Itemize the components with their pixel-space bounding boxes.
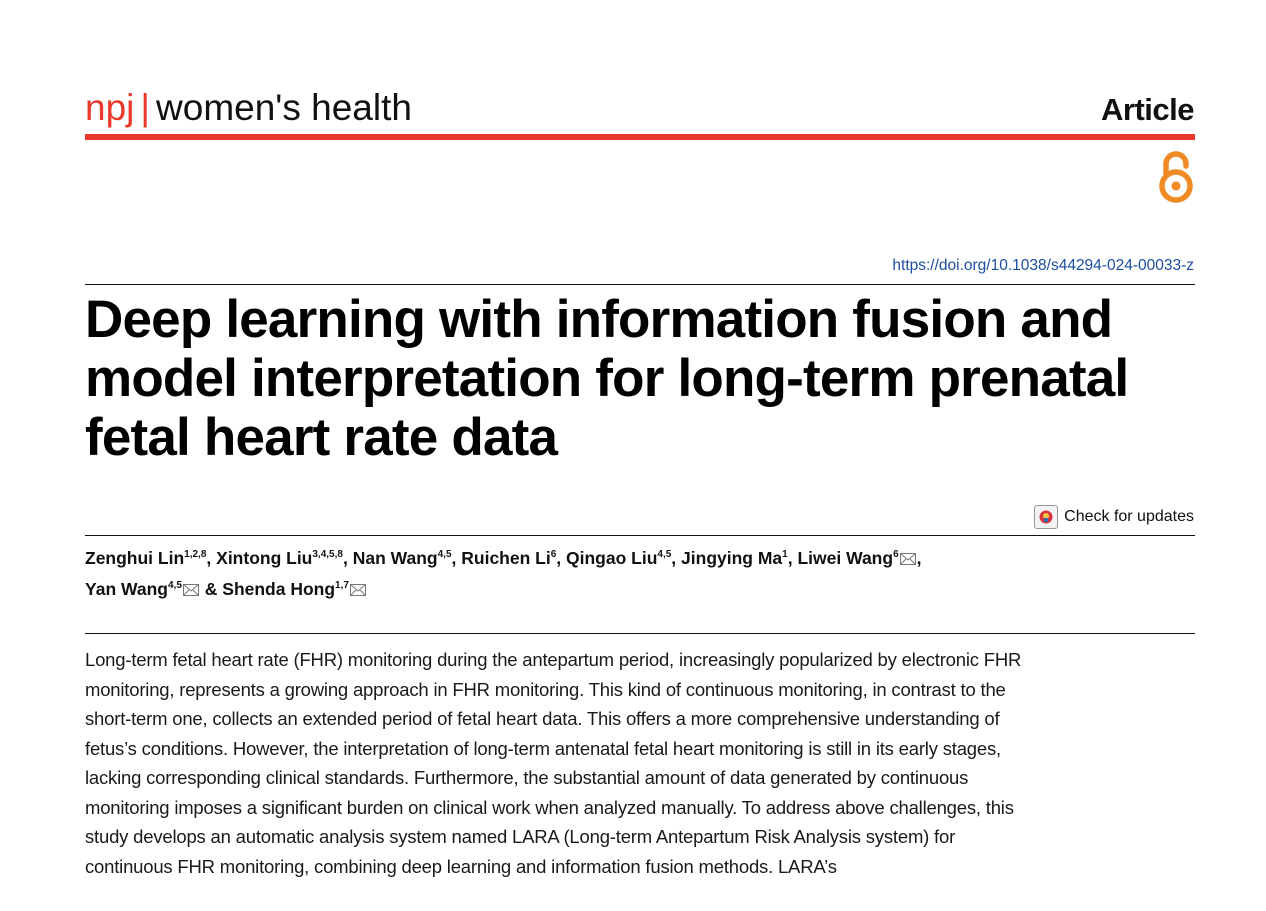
journal-prefix: npj — [85, 87, 135, 128]
masthead-accent-bar — [85, 134, 1195, 140]
author-name: Liwei Wang — [797, 548, 894, 568]
author-affiliation: 4,5 — [437, 549, 452, 560]
open-access-lock-icon — [1157, 151, 1195, 203]
author-name: Nan Wang — [352, 548, 438, 568]
author-name: Yan Wang — [85, 579, 168, 599]
author-affiliation: 4,5 — [657, 549, 672, 560]
authors-top-divider — [85, 535, 1195, 536]
author-entry — [216, 548, 343, 568]
author-affiliation: 3,4,5,8 — [312, 549, 343, 560]
abstract-divider — [85, 633, 1195, 634]
author-affiliation: 1 — [782, 549, 788, 560]
author-affiliation: 6 — [550, 549, 557, 560]
article-title: Deep learning with information fusion and model interpretation for long-term prenatal fetal heart rate data — [85, 290, 1129, 467]
abstract-text: Long-term fetal heart rate (FHR) monitoring during the antepartum period, increasingly popularized by electronic FHR monitoring, represents a growing approach in FHR monitoring. This kind of continuous monitoring, in contrast to the short-term one, collects an extended period of fetal heart data. This offers a more comprehensive understanding of fetus’s conditions. However, the interpretation of long-term antenatal fetal heart monitoring is still in its early stages, lacking corresponding clinical standards. Furthermore, the substantial amount of data generated by continuous monitoring imposes a significant burden on clinical work when analyzed manually. To address above challenges, this study develops an automatic analysis system named LARA (Long-term Antepartum Risk Analysis system) for continuous FHR monitoring, combining deep learning and information fusion methods. LARA’s — [85, 649, 1022, 877]
author-entry — [797, 548, 916, 568]
author-name: Ruichen Li — [461, 548, 551, 568]
author-name: Zenghui Lin — [85, 548, 185, 568]
author-entry — [681, 548, 788, 568]
email-icon[interactable] — [350, 576, 366, 588]
email-icon[interactable] — [183, 576, 199, 588]
journal-name: women's health — [156, 87, 412, 128]
author-affiliation: 4,5 — [167, 580, 182, 591]
author-list: Zenghui Lin$^{1,2,8}$, Xintong Liu$^{3,4,5,8}$, Nan Wang$^{4,5}$, Ruichen Li$^6$, Qingao Liu$^{4,5}$, Jingying Ma$^1$, Liwei Wang$^6$ , Yan Wang$^{4,5}$ & Shenda Hong$^{1,7}$ — [85, 541, 1195, 603]
author-name: Qingao Liu — [566, 548, 658, 568]
check-for-updates-button[interactable] — [1034, 505, 1194, 529]
author-name: Jingying Ma — [681, 548, 783, 568]
email-icon[interactable] — [900, 545, 916, 557]
author-entry — [566, 548, 671, 568]
author-entry — [85, 579, 200, 599]
journal-separator: | — [140, 87, 151, 128]
author-name: Shenda Hong — [222, 579, 336, 599]
journal-masthead — [85, 84, 412, 132]
author-entry — [222, 579, 367, 599]
author-affiliation: 1,2,8 — [184, 549, 207, 560]
check-for-updates-icon — [1034, 505, 1058, 529]
author-entry — [461, 548, 556, 568]
author-affiliation: 1,7 — [335, 580, 349, 591]
doi-divider — [85, 284, 1195, 285]
article-type-label: Article — [1101, 92, 1194, 127]
doi-link[interactable]: https://doi.org/10.1038/s44294-024-00033-z — [892, 257, 1194, 274]
author-name: Xintong Liu — [216, 548, 313, 568]
author-entry — [353, 548, 452, 568]
check-for-updates-label: Check for updates — [1064, 508, 1194, 525]
author-entry — [85, 548, 206, 568]
author-affiliation: 6 — [893, 549, 899, 560]
